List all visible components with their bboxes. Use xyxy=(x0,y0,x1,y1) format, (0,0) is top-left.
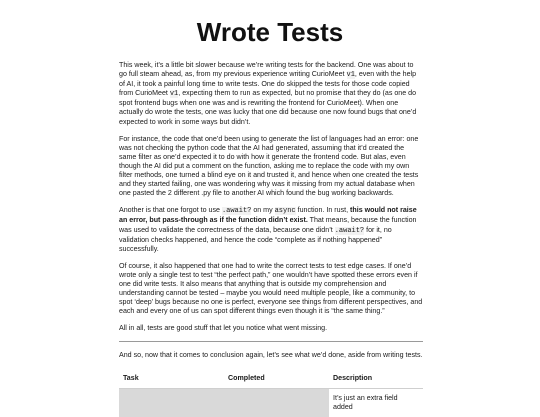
paragraph-3-text-a: Another is that one forgot to use xyxy=(119,206,222,215)
paragraph-5: All in all, tests are good stuff that let you notice what went missing. xyxy=(119,324,328,333)
inline-code-async: async xyxy=(274,207,296,216)
paragraph-3-text-b: on my xyxy=(251,206,275,215)
paragraph-6: And so, now that it comes to conclusion again, let’s see what we’d done, aside from writing tests. xyxy=(119,351,423,360)
paragraph-1-text-b: , even with the help of AI, it took a painful long time to write tests. One do skipped the tests for those code copied from CurioMeet xyxy=(119,70,417,98)
paragraph-3-text-d: That means, because the function was used to validate the correctness of the data, because one didn’t xyxy=(119,216,417,234)
paragraph-4: Of course, it also happened that one had to write the correct tests to test edge cases. If one’d wrote only a single test to test “the perfect path,” one wouldn’t have spotted these errors even if one did write tests. It also means that anything that is outside my comprehension and understanding cannot be tested – maybe you would need multiple people, like a community, to spot ‘deep’ bugs because no one is perfect, everyone see things from different perspectives, and each and every one of us can spot different things even though it is “the same thing.” xyxy=(119,261,423,316)
paragraph-1-text-a: This week, it’s a little bit slower because we’re writing tests for the backend. One was about to go full steam ahead, as, from my previous experience writing CurioMeet xyxy=(119,61,414,79)
paragraph-3 xyxy=(119,206,423,253)
article-body xyxy=(119,61,423,417)
tasks-table xyxy=(119,374,423,417)
column-header-description: Description xyxy=(329,374,423,389)
paragraph-3-bold: this would not raise an error, but pass-through as if the function didn’t exist. xyxy=(119,206,417,225)
column-header-completed: Completed xyxy=(224,374,329,389)
inline-code-v1-a: v1 xyxy=(346,71,355,80)
page-title: Wrote Tests xyxy=(196,17,344,47)
paragraph-3-text-e: for it, no validation checks happened, and hence the code “complete as if nothing happened” successfully. xyxy=(119,225,392,253)
paragraph-1-text-c: , expecting them to run as expected, but no promise that they do (as one do spot frontend bugs when one was and is rewriting the frontend for CurioMeet). When one actually do wrote the tests, one was lucky that one did because one now found bugs that one’d expected to work in some ways but didn’t. xyxy=(119,89,417,126)
section-divider xyxy=(119,341,423,342)
inline-code-await-a: .await? xyxy=(221,207,252,216)
column-header-task: Task xyxy=(119,374,224,389)
paragraph-3-text-c: function. In rust, xyxy=(295,206,351,215)
table-cell-completed xyxy=(224,388,329,417)
paragraph-2: For instance, the code that one’d been using to generate the list of languages had an error: one was not checking the python code that the AI had generated, assuming that it’d created the same filter as one’d expected it to do with how it generate the frontend code. But alas, even though the AI did put a comment on the function, asking me to replace the code with my own filter methods, one turned a blind eye on it and trusted it, and hence when one created the tests and they started failing, one was wondering why was it missing from my actual database when one pasted the 2 different .py file to another AI which found the bug working backwards. xyxy=(119,134,419,198)
inline-code-await-b: .await? xyxy=(334,226,365,235)
table-header-row xyxy=(119,374,423,389)
inline-code-v1-b: v1 xyxy=(169,90,179,99)
paragraph-1 xyxy=(119,61,423,127)
table-cell-description: It’s just an extra field added xyxy=(333,393,398,411)
table-row xyxy=(119,388,423,417)
table-cell-task xyxy=(119,388,224,417)
